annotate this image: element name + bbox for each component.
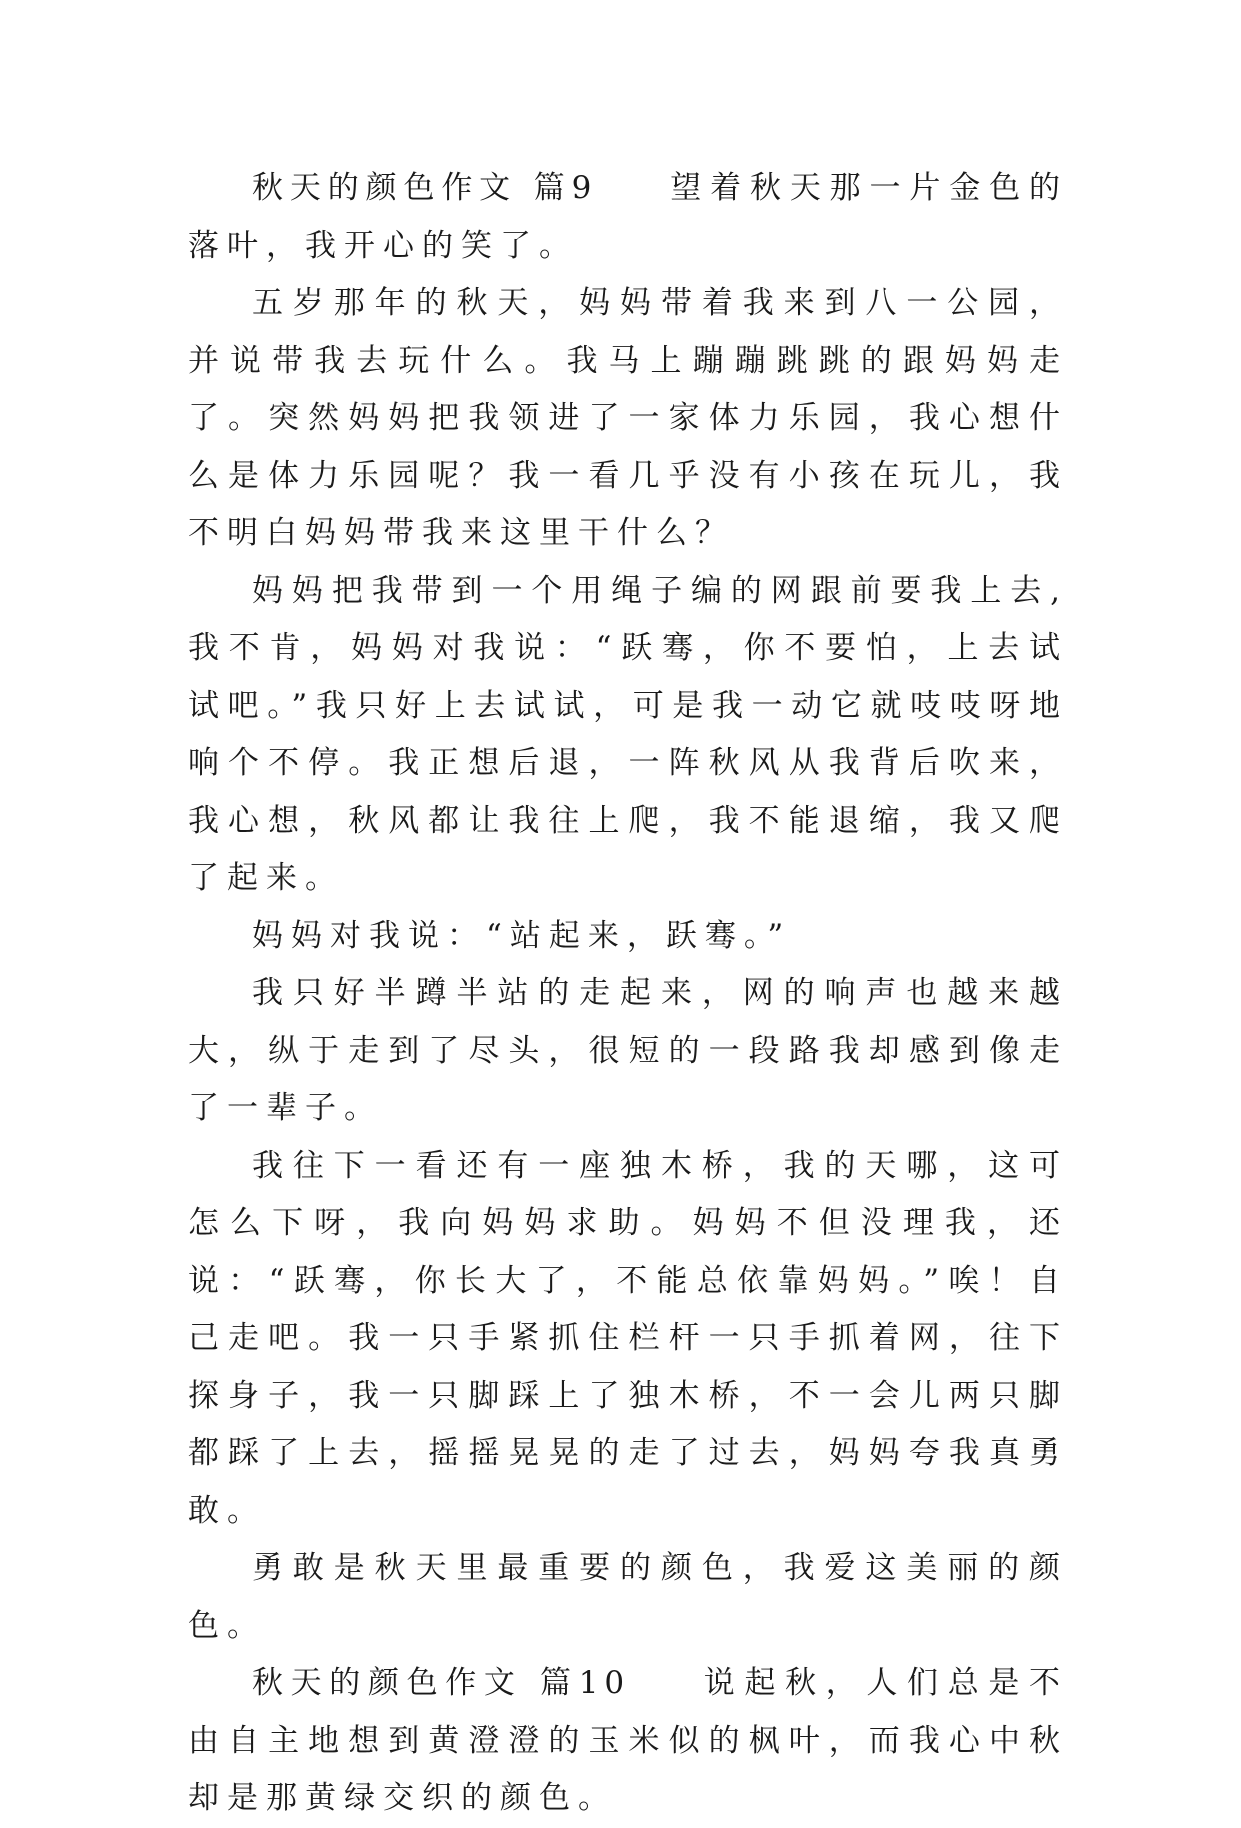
- essay-body: [188, 160, 1068, 1828]
- paragraph-text: 说起秋，人们总是不由自主地想到黄澄澄的玉米似的枫叶，而我心中秋却是那黄绿交织的颜色。: [188, 1665, 1068, 1816]
- paragraph-essay-9-intro: [188, 160, 1068, 275]
- paragraph: 我往下一看还有一座独木桥，我的天哪，这可怎么下呀，我向妈妈求助。妈妈不但没理我，还说：“跃骞，你长大了，不能总依靠妈妈。”唉！自己走吧。我一只手紧抓住栏杆一只手抓着网，往下探身子，我一只脚踩上了独木桥，不一会儿两只脚都踩了上去，摇摇晃晃的走了过去，妈妈夸我真勇敢。: [188, 1147, 1068, 1529]
- paragraph-text: 望着秋天那一片金色的落叶，我开心的笑了。: [188, 170, 1069, 264]
- essay-heading-10: 秋天的颜色作文 篇10: [252, 1665, 631, 1701]
- paragraph: 勇敢是秋天里最重要的颜色，我爱这美丽的颜色。: [188, 1550, 1068, 1644]
- paragraph: 五岁那年的秋天，妈妈带着我来到八一公园，并说带我去玩什么。我马上蹦蹦跳跳的跟妈妈走了。突然妈妈把我领进了一家体力乐园，我心想什么是体力乐园呢？我一看几乎没有小孩在玩儿，我不明白妈妈带我来这里干什么？: [188, 285, 1068, 551]
- paragraph: 妈妈对我说：“站起来，跃骞。”: [252, 917, 792, 954]
- paragraph: 我只好半蹲半站的走起来，网的响声也越来越大，纵于走到了尽头，很短的一段路我却感到像走了一辈子。: [188, 975, 1068, 1126]
- paragraph: 妈妈把我带到一个用绳子编的网跟前要我上去,我不肯，妈妈对我说：“跃骞，你不要怕，上去试试吧。”我只好上去试试，可是我一动它就吱吱呀地响个不停。我正想后退，一阵秋风从我背后吹来，我心想，秋风都让我往上爬，我不能退缩，我又爬了起来。: [188, 572, 1068, 896]
- essay-heading-9: 秋天的颜色作文 篇9: [252, 170, 598, 206]
- paragraph-essay-10-intro: [188, 1655, 1068, 1828]
